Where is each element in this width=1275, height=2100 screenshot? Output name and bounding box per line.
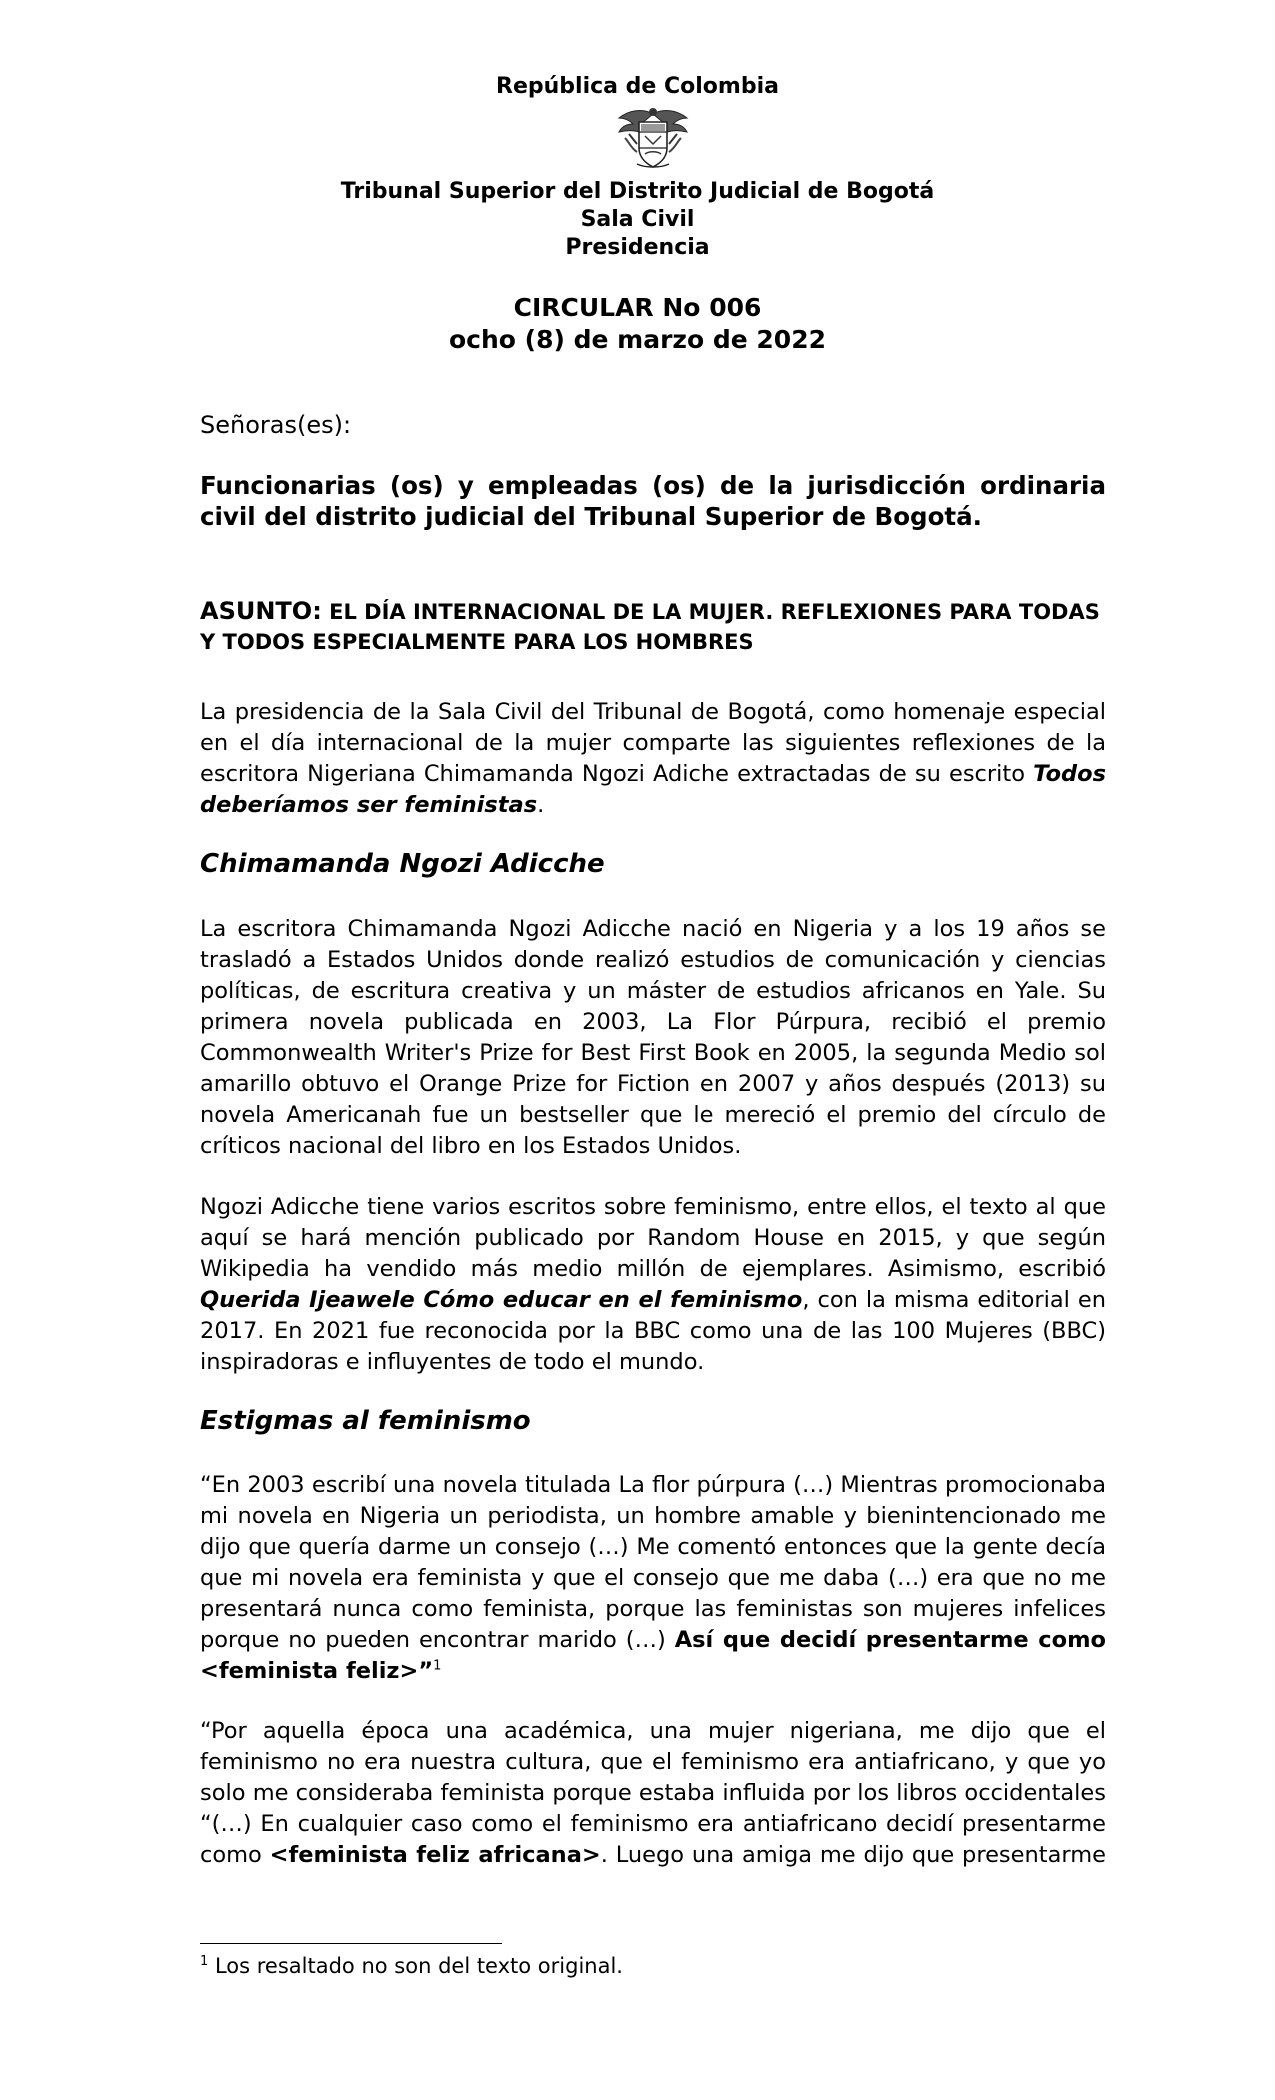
quote1-text: “En 2003 escribí una novela titulada La flor púrpura (…) Mientras promocionaba mi novela en Nigeria un periodista, un hombre amable y bienintencionado me dijo que quería darme un consejo (…) Me comentó entonces que la gente decía que mi novela era feminista y que el consejo que me daba (…) era que no me presentará nunca como feminista, porque las feministas son mujeres infelices porque no pueden encontrar marido (…) — [200, 1472, 1106, 1653]
office-heading: Presidencia — [565, 235, 710, 260]
quote2-bold: <feminista feliz africana> — [269, 1842, 601, 1868]
works-text-b: , con la misma editorial en 2017. En 2021 fue reconocida por la BBC como una de las 100 Mujeres (BBC) inspiradoras e influyentes de todo el mundo. — [200, 1287, 1107, 1375]
works-book-title: Querida Ijeawele Cómo educar en el feminismo — [200, 1287, 803, 1313]
intro-paragraph — [200, 697, 1106, 821]
footnote — [200, 1952, 1106, 1980]
quote-paragraph-1 — [200, 1470, 1106, 1687]
quote2-text-end: . Luego una amiga me dijo que presentarme — [600, 1842, 1106, 1868]
circular-number: CIRCULAR No 006 — [513, 293, 762, 322]
author-works-paragraph — [200, 1192, 1106, 1378]
author-bio-paragraph: La escritora Chimamanda Ngozi Adicche nació en Nigeria y a los 19 años se trasladó a Estados Unidos donde realizó estudios de comunicación y ciencias políticas, de escritura creativa y un máster de estudios africanos en Yale. Su primera novela publicada en 2003, La Flor Púrpura, recibió el premio Commonwealth Writer's Prize for Best First Book en 2005, la segunda Medio sol amarillo obtuvo el Orange Prize for Fiction en 2007 y años después (2013) su novela Americanah fue un bestseller que le mereció el premio del círculo de críticos nacional del libro en los Estados Unidos. — [200, 916, 1106, 1159]
footnote-mark: 1 — [200, 1954, 209, 1969]
recipients: Funcionarias (os) y empleadas (os) de la jurisdicción ordinaria civil del distrito judicial del Tribunal Superior de Bogotá. — [200, 471, 1106, 531]
circular-date: ocho (8) de marzo de 2022 — [449, 325, 826, 354]
coat-of-arms-icon — [615, 104, 691, 172]
intro-book-title: Todos deberíamos ser feministas — [200, 761, 1106, 818]
footnote-text: Los resaltado no son del texto original. — [214, 1954, 623, 1978]
subject-line — [200, 596, 1106, 657]
quote-paragraph-2 — [200, 1716, 1106, 1871]
country-heading: República de Colombia — [496, 74, 779, 99]
tribunal-heading: Tribunal Superior del Distrito Judicial de Bogotá — [340, 179, 935, 204]
section-title-stigmas: Estigmas al feminismo — [200, 1406, 531, 1436]
section-title-author: Chimamanda Ngozi Adicche — [200, 849, 605, 879]
subject-label: ASUNTO: — [200, 597, 322, 625]
subject-text: EL DÍA INTERNACIONAL DE LA MUJER. REFLEXIONES PARA TODAS Y TODOS ESPECIALMENTE PARA LOS HOMBRES — [200, 600, 1100, 654]
greeting: Señoras(es): — [200, 411, 352, 439]
chamber-heading: Sala Civil — [580, 207, 695, 232]
quote1-bold: Así que decidí presentarme como <feminista feliz>” — [200, 1627, 1107, 1684]
footnote-reference: 1 — [433, 1658, 442, 1674]
works-text-a: Ngozi Adicche tiene varios escritos sobre feminismo, entre ellos, el texto al que aquí se hará mención publicado por Random House en 2015, y que según Wikipedia ha vendido más medio millón de ejemplares. Asimismo, escribió — [200, 1194, 1106, 1282]
intro-end: . — [537, 792, 545, 818]
quote2-text: “Por aquella época una académica, una mujer nigeriana, me dijo que el feminismo no era nuestra cultura, que el feminismo era antiafricano, y que yo solo me consideraba feminista porque estaba influida por los libros occidentales “(…) En cualquier caso como el feminismo era antiafricano decidí presentarme como — [200, 1718, 1106, 1868]
intro-text: La presidencia de la Sala Civil del Tribunal de Bogotá, como homenaje especial en el día internacional de la mujer comparte las siguientes reflexiones de la escritora Nigeriana Chimamanda Ngozi Adiche extractadas de su escrito — [200, 699, 1106, 787]
footnote-divider — [200, 1943, 502, 1944]
